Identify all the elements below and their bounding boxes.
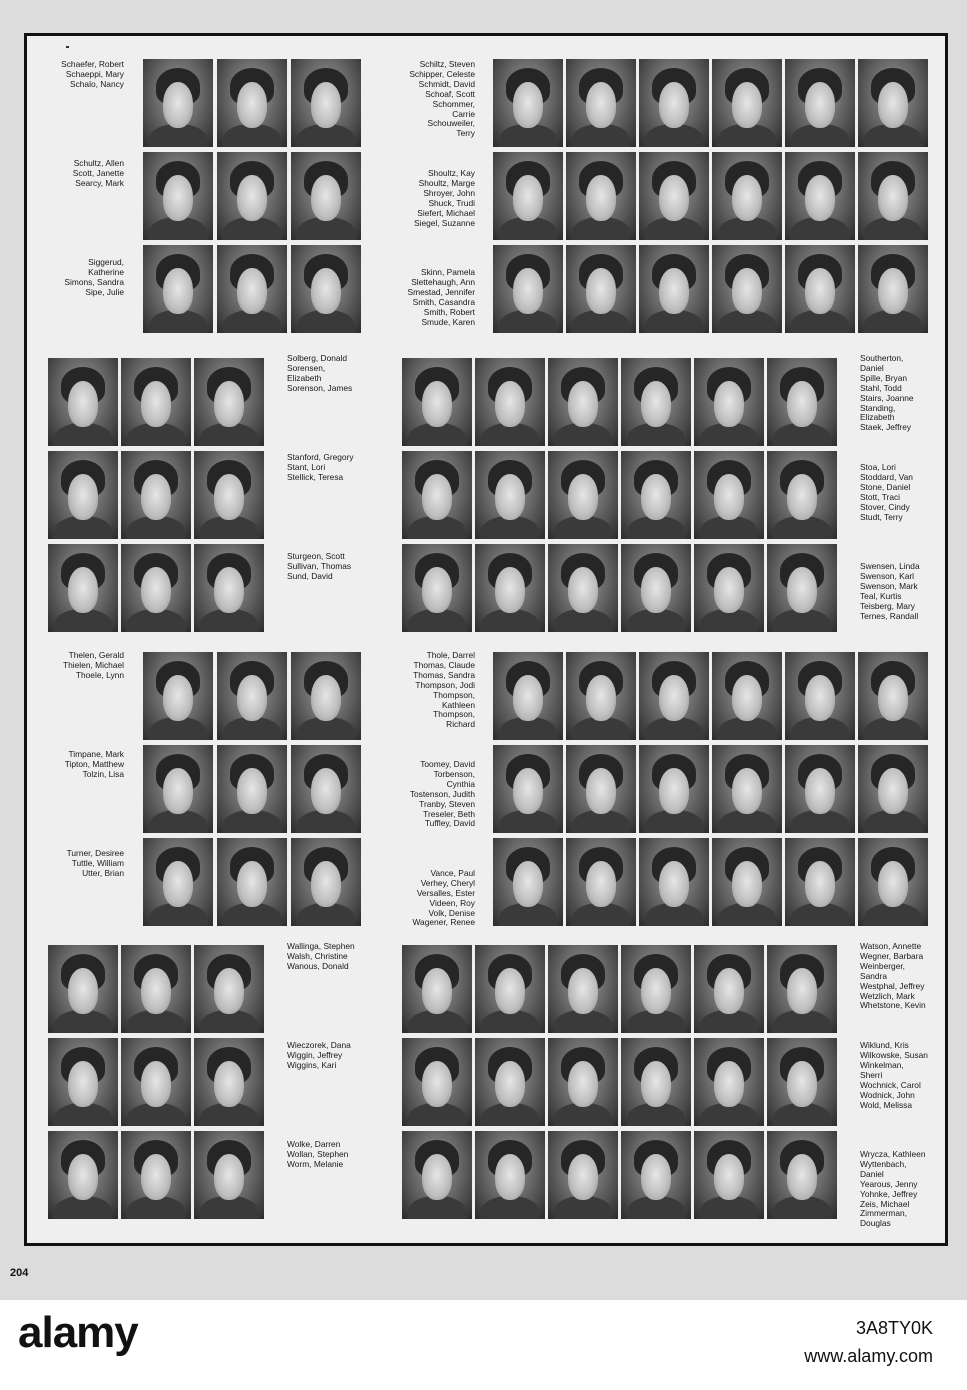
portrait-face <box>422 474 453 520</box>
student-portrait <box>194 358 264 446</box>
student-portrait <box>785 652 855 740</box>
portrait-face <box>214 968 245 1014</box>
portrait-face <box>214 474 245 520</box>
portrait-face <box>141 381 172 427</box>
portrait-face <box>732 175 763 221</box>
student-portrait <box>121 451 191 539</box>
student-portrait <box>694 358 764 446</box>
student-portrait <box>566 245 636 333</box>
student-portrait <box>785 59 855 147</box>
portrait-face <box>214 567 245 613</box>
student-portrait <box>475 1131 545 1219</box>
student-portrait <box>48 451 118 539</box>
student-portrait <box>48 945 118 1033</box>
student-portrait <box>493 59 563 147</box>
student-portrait <box>639 838 709 926</box>
student-portrait <box>566 152 636 240</box>
student-portrait <box>402 1038 472 1126</box>
portrait-face <box>495 1061 526 1107</box>
student-portrait <box>143 745 213 833</box>
student-portrait <box>785 745 855 833</box>
portrait-grid <box>493 59 928 333</box>
student-portrait <box>48 1131 118 1219</box>
portrait-face <box>214 1154 245 1200</box>
student-portrait <box>712 152 782 240</box>
portrait-face <box>586 82 617 128</box>
student-portrait <box>767 945 837 1033</box>
portrait-face <box>878 268 909 314</box>
portrait-face <box>641 968 672 1014</box>
portrait-face <box>568 968 599 1014</box>
student-portrait <box>858 652 928 740</box>
portrait-face <box>237 268 268 314</box>
portrait-face <box>732 768 763 814</box>
student-portrait <box>566 745 636 833</box>
portrait-face <box>214 1061 245 1107</box>
portrait-face <box>586 175 617 221</box>
portrait-face <box>714 968 745 1014</box>
portrait-face <box>422 1154 453 1200</box>
portrait-face <box>641 1154 672 1200</box>
student-portrait <box>712 245 782 333</box>
student-portrait <box>48 1038 118 1126</box>
student-portrait <box>621 1038 691 1126</box>
student-portrait <box>712 838 782 926</box>
portrait-face <box>422 381 453 427</box>
portrait-face <box>732 268 763 314</box>
portrait-face <box>311 768 342 814</box>
student-portrait <box>566 838 636 926</box>
student-portrait <box>639 59 709 147</box>
portrait-face <box>237 675 268 721</box>
student-portrait <box>291 745 361 833</box>
portrait-face <box>659 675 690 721</box>
student-portrait <box>121 544 191 632</box>
portrait-face <box>714 474 745 520</box>
portrait-grid <box>48 945 264 1219</box>
student-portrait <box>621 544 691 632</box>
portrait-face <box>714 1154 745 1200</box>
student-portrait <box>493 652 563 740</box>
portrait-face <box>513 175 544 221</box>
portrait-face <box>68 1061 99 1107</box>
portrait-face <box>878 768 909 814</box>
portrait-face <box>787 1154 818 1200</box>
portrait-face <box>878 82 909 128</box>
student-portrait <box>639 245 709 333</box>
student-portrait <box>493 152 563 240</box>
portrait-face <box>68 381 99 427</box>
watermark-logo: alamy <box>18 1308 138 1357</box>
portrait-face <box>141 1154 172 1200</box>
portrait-face <box>163 82 194 128</box>
portrait-face <box>568 567 599 613</box>
student-portrait <box>858 745 928 833</box>
student-portrait <box>194 1131 264 1219</box>
portrait-face <box>141 1061 172 1107</box>
student-portrait <box>548 1131 618 1219</box>
portrait-grid <box>143 652 361 926</box>
student-portrait <box>402 544 472 632</box>
portrait-face <box>163 175 194 221</box>
portrait-face <box>495 1154 526 1200</box>
portrait-face <box>659 861 690 907</box>
student-portrait <box>291 838 361 926</box>
student-portrait <box>121 358 191 446</box>
student-portrait <box>566 59 636 147</box>
portrait-grid <box>143 59 361 333</box>
portrait-face <box>422 968 453 1014</box>
student-portrait <box>121 1131 191 1219</box>
portrait-face <box>659 175 690 221</box>
portrait-face <box>714 1061 745 1107</box>
student-portrait <box>402 358 472 446</box>
student-portrait <box>48 544 118 632</box>
portrait-face <box>163 768 194 814</box>
portrait-face <box>237 861 268 907</box>
portrait-face <box>495 567 526 613</box>
student-portrait <box>694 1131 764 1219</box>
student-portrait <box>548 451 618 539</box>
student-portrait <box>194 1038 264 1126</box>
student-portrait <box>694 945 764 1033</box>
portrait-face <box>805 82 836 128</box>
names-column: Southerton, Daniel Spille, Bryan Stahl, Todd Stairs, Joanne Standing, Elizabeth Staek, Jeffrey Stoa, Lori Stoddard, Van Stone, Daniel Stott, Traci Stover, Cindy Studt, Terry Swensen, Linda Swenson, Karl Swenson, Mark Teal, Kurtis Teisberg, Mary Ternes, Randall <box>860 353 920 621</box>
page-number: 204 <box>10 1267 29 1279</box>
student-portrait <box>858 245 928 333</box>
student-portrait <box>475 358 545 446</box>
student-portrait <box>548 358 618 446</box>
student-portrait <box>475 451 545 539</box>
portrait-face <box>163 675 194 721</box>
portrait-face <box>714 567 745 613</box>
student-portrait <box>767 1038 837 1126</box>
student-portrait <box>217 59 287 147</box>
watermark-url: www.alamy.com <box>804 1346 933 1366</box>
student-portrait <box>291 652 361 740</box>
portrait-face <box>878 175 909 221</box>
watermark-image-id: 3A8TY0K <box>855 1318 933 1338</box>
student-portrait <box>217 652 287 740</box>
student-portrait <box>475 1038 545 1126</box>
portrait-face <box>641 381 672 427</box>
student-portrait <box>639 652 709 740</box>
student-portrait <box>566 652 636 740</box>
portrait-face <box>641 474 672 520</box>
student-portrait <box>217 152 287 240</box>
portrait-face <box>787 968 818 1014</box>
portrait-face <box>659 82 690 128</box>
portrait-face <box>495 968 526 1014</box>
student-portrait <box>548 1038 618 1126</box>
portrait-face <box>732 675 763 721</box>
student-portrait <box>694 451 764 539</box>
student-portrait <box>548 544 618 632</box>
portrait-face <box>568 381 599 427</box>
portrait-face <box>68 567 99 613</box>
portrait-face <box>586 268 617 314</box>
student-portrait <box>194 945 264 1033</box>
portrait-face <box>163 861 194 907</box>
student-portrait <box>694 544 764 632</box>
portrait-face <box>641 1061 672 1107</box>
portrait-face <box>311 268 342 314</box>
portrait-grid <box>402 945 837 1219</box>
student-portrait <box>194 451 264 539</box>
student-portrait <box>858 838 928 926</box>
portrait-face <box>214 381 245 427</box>
student-portrait <box>217 745 287 833</box>
student-portrait <box>858 152 928 240</box>
portrait-face <box>732 82 763 128</box>
portrait-face <box>568 1061 599 1107</box>
portrait-face <box>805 268 836 314</box>
portrait-grid <box>402 358 837 632</box>
student-portrait <box>121 945 191 1033</box>
portrait-face <box>68 968 99 1014</box>
portrait-face <box>513 768 544 814</box>
student-portrait <box>402 1131 472 1219</box>
student-portrait <box>143 245 213 333</box>
student-portrait <box>548 945 618 1033</box>
names-column: Thelen, Gerald Thielen, Michael Thoele, Lynn Timpane, Mark Tipton, Matthew Tolzin, Lisa Turner, Desiree Tuttle, William Utter, Brian <box>63 650 124 878</box>
portrait-face <box>68 474 99 520</box>
portrait-face <box>422 1061 453 1107</box>
watermark-bar <box>0 1300 967 1390</box>
portrait-face <box>237 175 268 221</box>
names-column: Schaefer, Robert Schaeppi, Mary Schalo, Nancy Schultz, Allen Scott, Janette Searcy, Mark Siggerud, Katherine Simons, Sandra Sipe, Julie <box>61 59 124 297</box>
names-column: Watson, Annette Wegner, Barbara Weinberger, Sandra Westphal, Jeffrey Wetzlich, Mark Whetstone, Kevin Wiklund, Kris Wilkowske, Susan Winkelman, Sherri Wochnick, Carol Wodnick, John Wold, Melissa Wrycza, Kathleen Wyttenbach, Daniel Yearous, Jenny Yohnke, Jeffrey Zeis, Michael Zimmerman, Douglas <box>860 941 928 1229</box>
student-portrait <box>785 152 855 240</box>
student-portrait <box>767 544 837 632</box>
portrait-face <box>805 768 836 814</box>
student-portrait <box>194 544 264 632</box>
student-portrait <box>621 358 691 446</box>
portrait-face <box>237 82 268 128</box>
student-portrait <box>493 745 563 833</box>
portrait-face <box>513 861 544 907</box>
student-portrait <box>493 838 563 926</box>
student-portrait <box>858 59 928 147</box>
student-portrait <box>143 838 213 926</box>
student-portrait <box>712 59 782 147</box>
portrait-face <box>805 861 836 907</box>
student-portrait <box>621 1131 691 1219</box>
student-portrait <box>475 544 545 632</box>
student-portrait <box>291 152 361 240</box>
student-portrait <box>143 652 213 740</box>
portrait-face <box>422 567 453 613</box>
student-portrait <box>712 745 782 833</box>
portrait-face <box>237 768 268 814</box>
portrait-face <box>513 675 544 721</box>
names-column: Schiltz, Steven Schipper, Celeste Schmidt, David Schoaf, Scott Schommer, Carrie Schouweiler, Terry Shoultz, Kay Shoultz, Marge Shroyer, John Shuck, Trudi Siefert, Michael Siegel, Suzanne Skinn, Pamela Slettehaugh, Ann Smestad, Jennifer Smith, Casandra Smith, Robert Smude, Karen <box>407 59 475 327</box>
portrait-face <box>878 675 909 721</box>
portrait-face <box>68 1154 99 1200</box>
portrait-face <box>586 861 617 907</box>
portrait-face <box>641 567 672 613</box>
student-portrait <box>402 451 472 539</box>
portrait-face <box>311 675 342 721</box>
student-portrait <box>291 59 361 147</box>
student-portrait <box>767 451 837 539</box>
student-portrait <box>291 245 361 333</box>
portrait-face <box>787 567 818 613</box>
portrait-face <box>141 567 172 613</box>
student-portrait <box>767 1131 837 1219</box>
portrait-face <box>513 268 544 314</box>
student-portrait <box>712 652 782 740</box>
student-portrait <box>143 152 213 240</box>
portrait-face <box>878 861 909 907</box>
student-portrait <box>493 245 563 333</box>
portrait-face <box>787 474 818 520</box>
portrait-face <box>141 474 172 520</box>
portrait-face <box>568 1154 599 1200</box>
portrait-face <box>311 82 342 128</box>
portrait-face <box>311 175 342 221</box>
portrait-face <box>141 968 172 1014</box>
student-portrait <box>621 451 691 539</box>
portrait-grid <box>48 358 264 632</box>
ink-mark <box>66 46 69 48</box>
student-portrait <box>48 358 118 446</box>
student-portrait <box>785 245 855 333</box>
student-portrait <box>121 1038 191 1126</box>
portrait-face <box>586 768 617 814</box>
portrait-face <box>659 768 690 814</box>
portrait-grid <box>493 652 928 926</box>
portrait-face <box>163 268 194 314</box>
portrait-face <box>495 381 526 427</box>
portrait-face <box>568 474 599 520</box>
portrait-face <box>659 268 690 314</box>
student-portrait <box>767 358 837 446</box>
student-portrait <box>639 745 709 833</box>
student-portrait <box>475 945 545 1033</box>
student-portrait <box>694 1038 764 1126</box>
student-portrait <box>402 945 472 1033</box>
names-column: Thole, Darrel Thomas, Claude Thomas, Sandra Thompson, Jodi Thompson, Kathleen Thompson, Richard Toomey, David Torbenson, Cynthia Tostenson, Judith Tranby, Steven Treseler, Beth Tuffley, David Vance, Paul Verhey, Cheryl Versalles, Ester Videen, Roy Volk, Denise Wagener, Renee <box>409 650 475 928</box>
student-portrait <box>217 245 287 333</box>
student-portrait <box>143 59 213 147</box>
portrait-face <box>495 474 526 520</box>
student-portrait <box>621 945 691 1033</box>
portrait-face <box>311 861 342 907</box>
student-portrait <box>785 838 855 926</box>
portrait-face <box>732 861 763 907</box>
student-portrait <box>217 838 287 926</box>
portrait-face <box>805 675 836 721</box>
names-column: Solberg, Donald Sorensen, Elizabeth Sorenson, James Stanford, Gregory Stant, Lori Stellick, Teresa Sturgeon, Scott Sullivan, Thomas Sund, David <box>287 353 354 581</box>
student-portrait <box>639 152 709 240</box>
portrait-face <box>787 1061 818 1107</box>
names-column: Wallinga, Stephen Walsh, Christine Wanous, Donald Wieczorek, Dana Wiggin, Jeffrey Wiggins, Kari Wolke, Darren Wollan, Stephen Worm, Melanie <box>287 941 355 1169</box>
portrait-face <box>787 381 818 427</box>
portrait-face <box>805 175 836 221</box>
portrait-face <box>714 381 745 427</box>
portrait-face <box>513 82 544 128</box>
portrait-face <box>586 675 617 721</box>
